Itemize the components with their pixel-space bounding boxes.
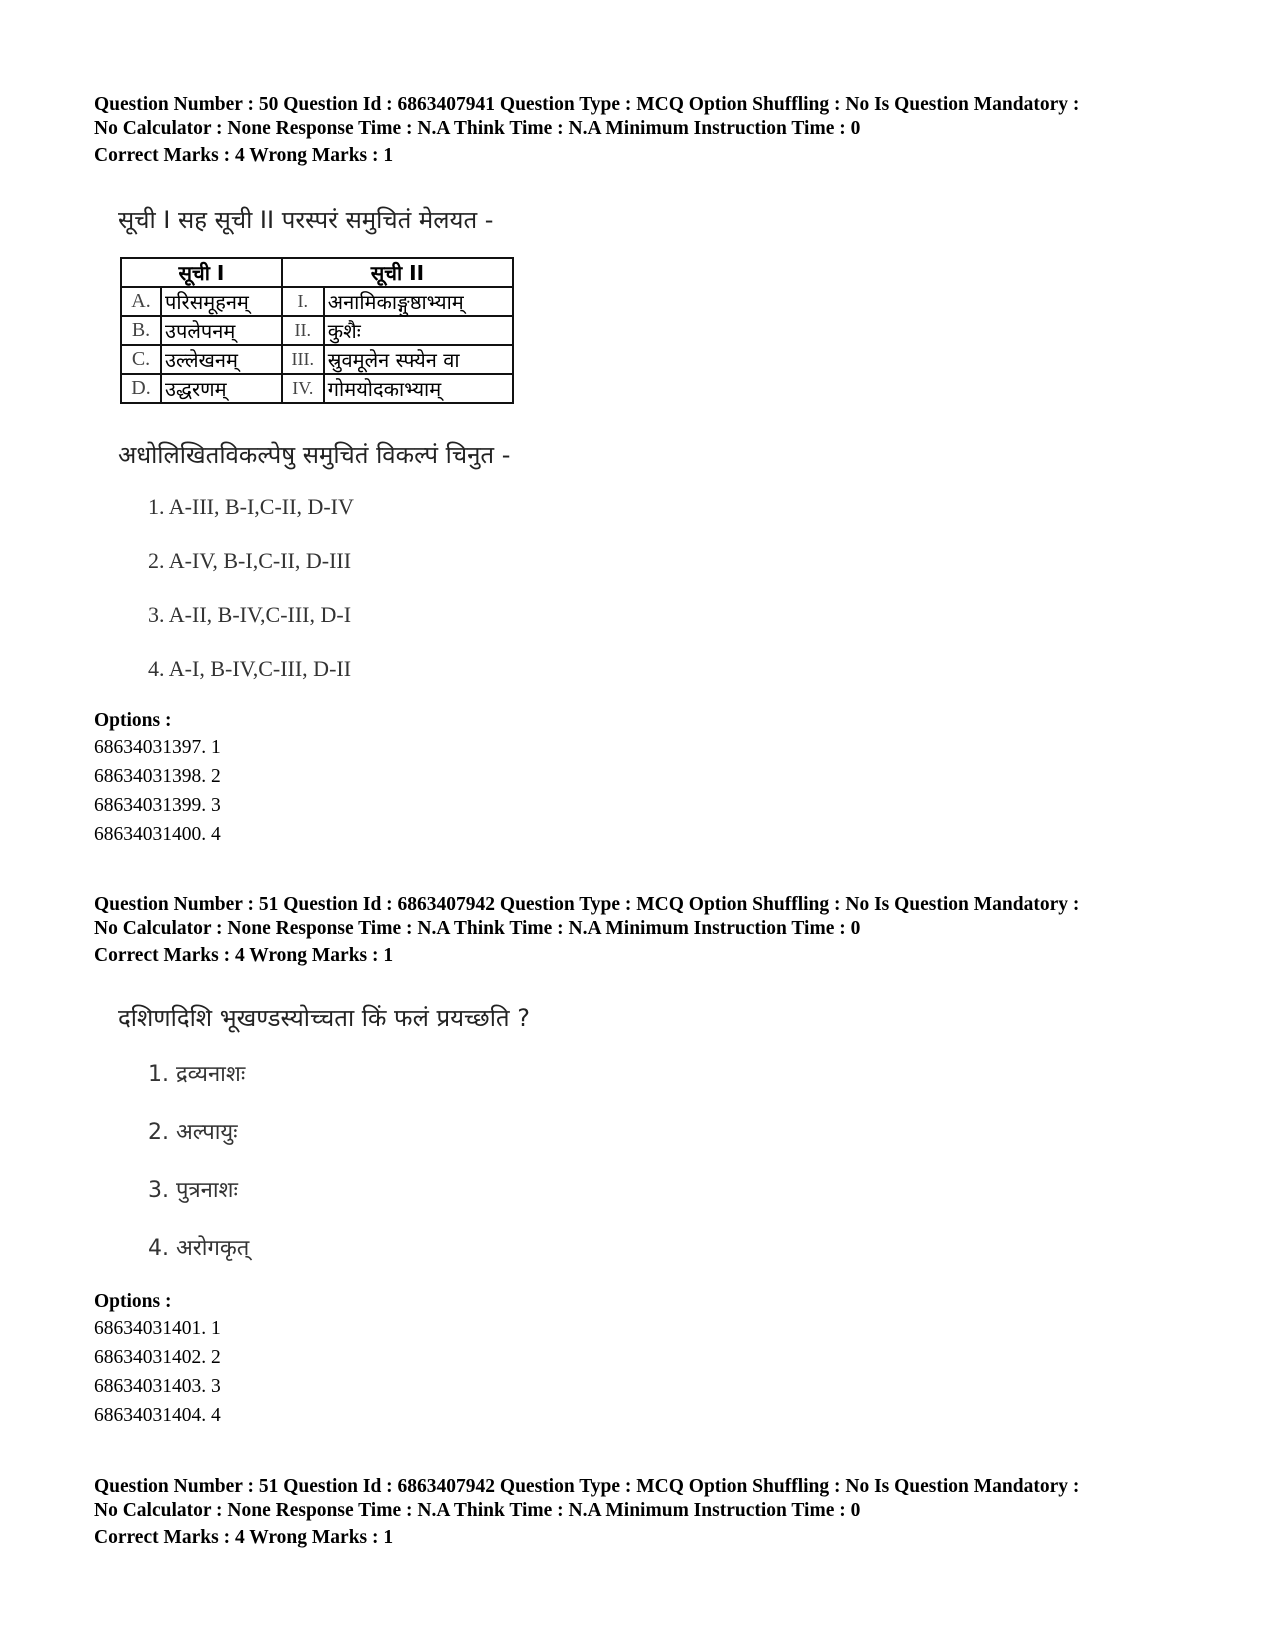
- match-table-header: [121, 258, 513, 287]
- list-1-key: A.: [121, 287, 161, 316]
- match-table: [120, 257, 514, 404]
- question-50-sub-stem: अधोलिखितविकल्पेषु समुचितं विकल्पं चिनुत -: [118, 441, 511, 469]
- choice-1: 1. A-III, B-I,C-II, D-IV: [148, 494, 354, 519]
- option-id: 68634031402. 2: [94, 1347, 221, 1368]
- table-row: [121, 316, 513, 345]
- question-51-header: [94, 893, 1194, 967]
- question-marks: Correct Marks : 4 Wrong Marks : 1: [94, 945, 394, 966]
- table-row: [121, 345, 513, 374]
- choice-3: 3. A-II, B-IV,C-III, D-I: [148, 602, 352, 627]
- list-2-value: गोमयोदकाभ्याम्: [324, 374, 513, 403]
- list-2-key: I.: [282, 287, 324, 316]
- list-1-value: उद्धरणम्: [161, 374, 282, 403]
- list-1-key: D.: [121, 374, 161, 403]
- list-1-value: परिसमूहनम्: [161, 287, 282, 316]
- question-marks: Correct Marks : 4 Wrong Marks : 1: [94, 1527, 394, 1548]
- question-meta-line-1: Question Number : 50 Question Id : 6863407941 Question Type : MCQ Option Shuffling : No Is Question Mandatory :: [94, 94, 1080, 115]
- list-1-key: C.: [121, 345, 161, 374]
- option-id: 68634031398. 2: [94, 766, 221, 787]
- list-2-key: III.: [282, 345, 324, 374]
- question-50-options: [94, 710, 1194, 849]
- list-2-value: स्रुवमूलेन स्फ्येन वा: [324, 345, 513, 374]
- choice-1: 1. द्रव्यनाशः: [148, 1062, 246, 1087]
- choice-3: 3. पुत्रनाशः: [148, 1178, 238, 1203]
- choice-2: 2. A-IV, B-I,C-II, D-III: [148, 548, 352, 573]
- list-2-key: II.: [282, 316, 324, 345]
- question-50-stem: सूची I सह सूची II परस्परं समुचितं मेलयत -: [118, 206, 494, 234]
- option-id: 68634031397. 1: [94, 737, 221, 758]
- question-51-options: [94, 1291, 1194, 1430]
- choice-4: 4. A-I, B-IV,C-III, D-II: [148, 656, 352, 681]
- list-1-header: सूची I: [121, 258, 282, 287]
- options-title: Options :: [94, 710, 172, 731]
- option-id: 68634031403. 3: [94, 1376, 221, 1397]
- question-meta-line-2: No Calculator : None Response Time : N.A Think Time : N.A Minimum Instruction Time : 0: [94, 918, 861, 939]
- options-title: Options :: [94, 1291, 172, 1312]
- question-meta-line-2: No Calculator : None Response Time : N.A Think Time : N.A Minimum Instruction Time : 0: [94, 1500, 861, 1521]
- list-2-key: IV.: [282, 374, 324, 403]
- choice-2: 2. अल्पायुः: [148, 1120, 238, 1145]
- question-51b-header: [94, 1475, 1194, 1549]
- option-id: 68634031404. 4: [94, 1405, 221, 1426]
- table-row: [121, 287, 513, 316]
- choice-4: 4. अरोगकृत्: [148, 1236, 250, 1261]
- list-1-value: उल्लेखनम्: [161, 345, 282, 374]
- list-1-value: उपलेपनम्: [161, 316, 282, 345]
- table-row: [121, 374, 513, 403]
- option-id: 68634031400. 4: [94, 824, 221, 845]
- list-2-header: सूची II: [282, 258, 513, 287]
- question-meta-line-2: No Calculator : None Response Time : N.A Think Time : N.A Minimum Instruction Time : 0: [94, 118, 861, 139]
- list-2-value: अनामिकाङ्गुष्ठाभ्याम्: [324, 287, 513, 316]
- option-id: 68634031399. 3: [94, 795, 221, 816]
- list-2-value: कुशैः: [324, 316, 513, 345]
- question-51-stem: दशिणदिशि भूखण्डस्योच्चता किं फलं प्रयच्छति ?: [118, 1004, 530, 1032]
- list-1-key: B.: [121, 316, 161, 345]
- question-meta-line-1: Question Number : 51 Question Id : 6863407942 Question Type : MCQ Option Shuffling : No Is Question Mandatory :: [94, 894, 1080, 915]
- option-id: 68634031401. 1: [94, 1318, 221, 1339]
- question-marks: Correct Marks : 4 Wrong Marks : 1: [94, 145, 394, 166]
- question-meta-line-1: Question Number : 51 Question Id : 6863407942 Question Type : MCQ Option Shuffling : No Is Question Mandatory :: [94, 1476, 1080, 1497]
- question-50-header: [94, 93, 1194, 167]
